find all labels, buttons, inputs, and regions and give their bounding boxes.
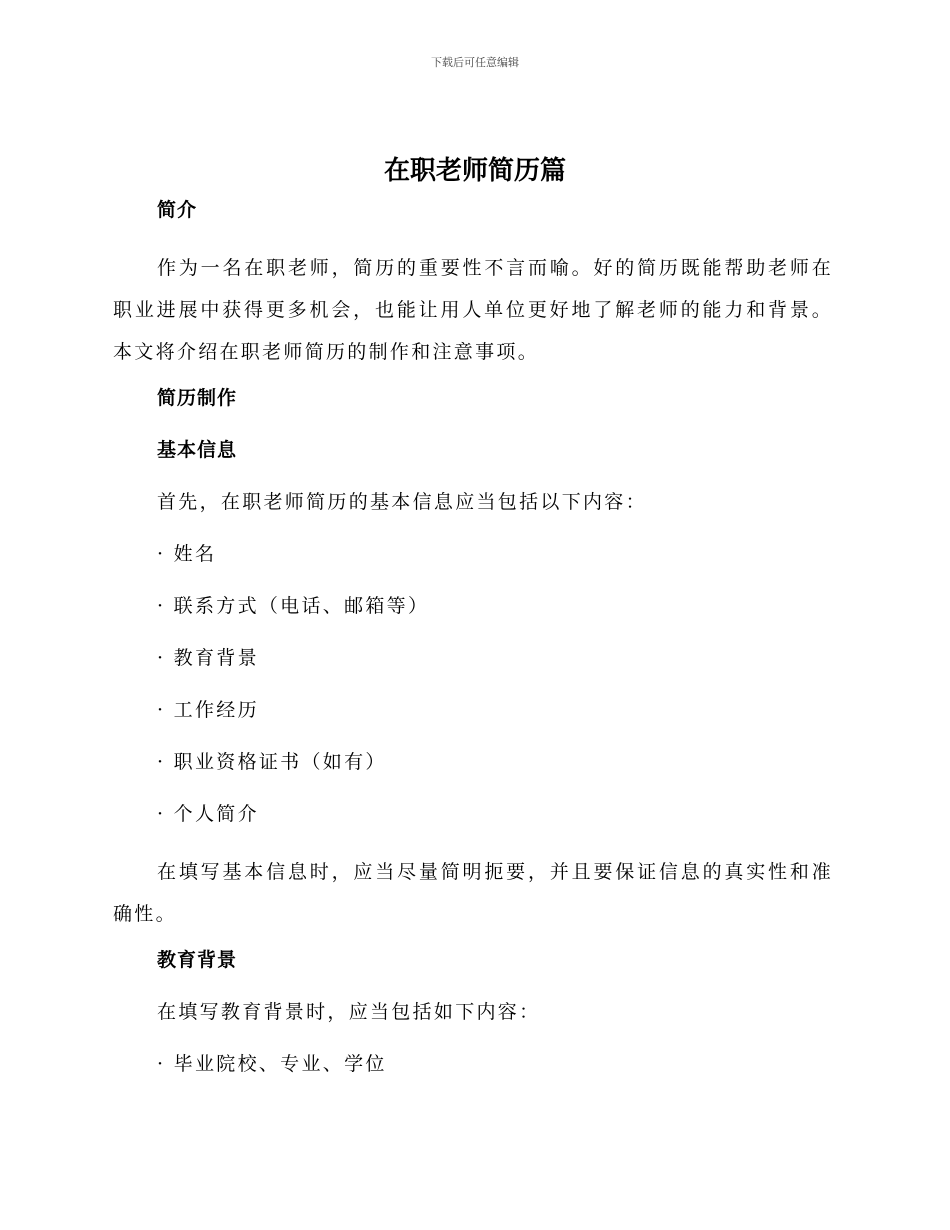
education-lead: 在填写教育背景时，应当包括如下内容： — [157, 1001, 541, 1023]
heading-intro: 简介 — [157, 199, 198, 221]
list-item: · 姓名 — [157, 543, 217, 565]
intro-paragraph: 作为一名在职老师，简历的重要性不言而喻。好的简历既能帮助老师在职业进展中获得更多机会，也能让用人单位更好地了解老师的能力和背景。本文将介绍在职老师简历的制作和注意事项。 — [113, 257, 833, 363]
basic-info-note: 在填写基本信息时，应当尽量简明扼要，并且要保证信息的真实性和准确性。 — [113, 861, 833, 925]
list-item: · 联系方式（电话、邮箱等） — [157, 595, 430, 617]
list-item: · 个人简介 — [157, 803, 259, 825]
document-title: 在职老师简历篇 — [383, 156, 566, 186]
list-item: · 教育背景 — [157, 647, 259, 669]
header-note: 下载后可任意编辑 — [431, 56, 519, 69]
list-item: · 职业资格证书（如有） — [157, 751, 387, 773]
basic-info-lead: 首先，在职老师简历的基本信息应当包括以下内容： — [157, 491, 647, 513]
document-body — [113, 195, 833, 1101]
heading-education: 教育背景 — [157, 949, 238, 971]
list-item: · 毕业院校、专业、学位 — [157, 1053, 387, 1075]
heading-basic-info: 基本信息 — [157, 439, 238, 461]
heading-resume-making: 简历制作 — [157, 387, 238, 409]
list-item: · 工作经历 — [157, 699, 259, 721]
